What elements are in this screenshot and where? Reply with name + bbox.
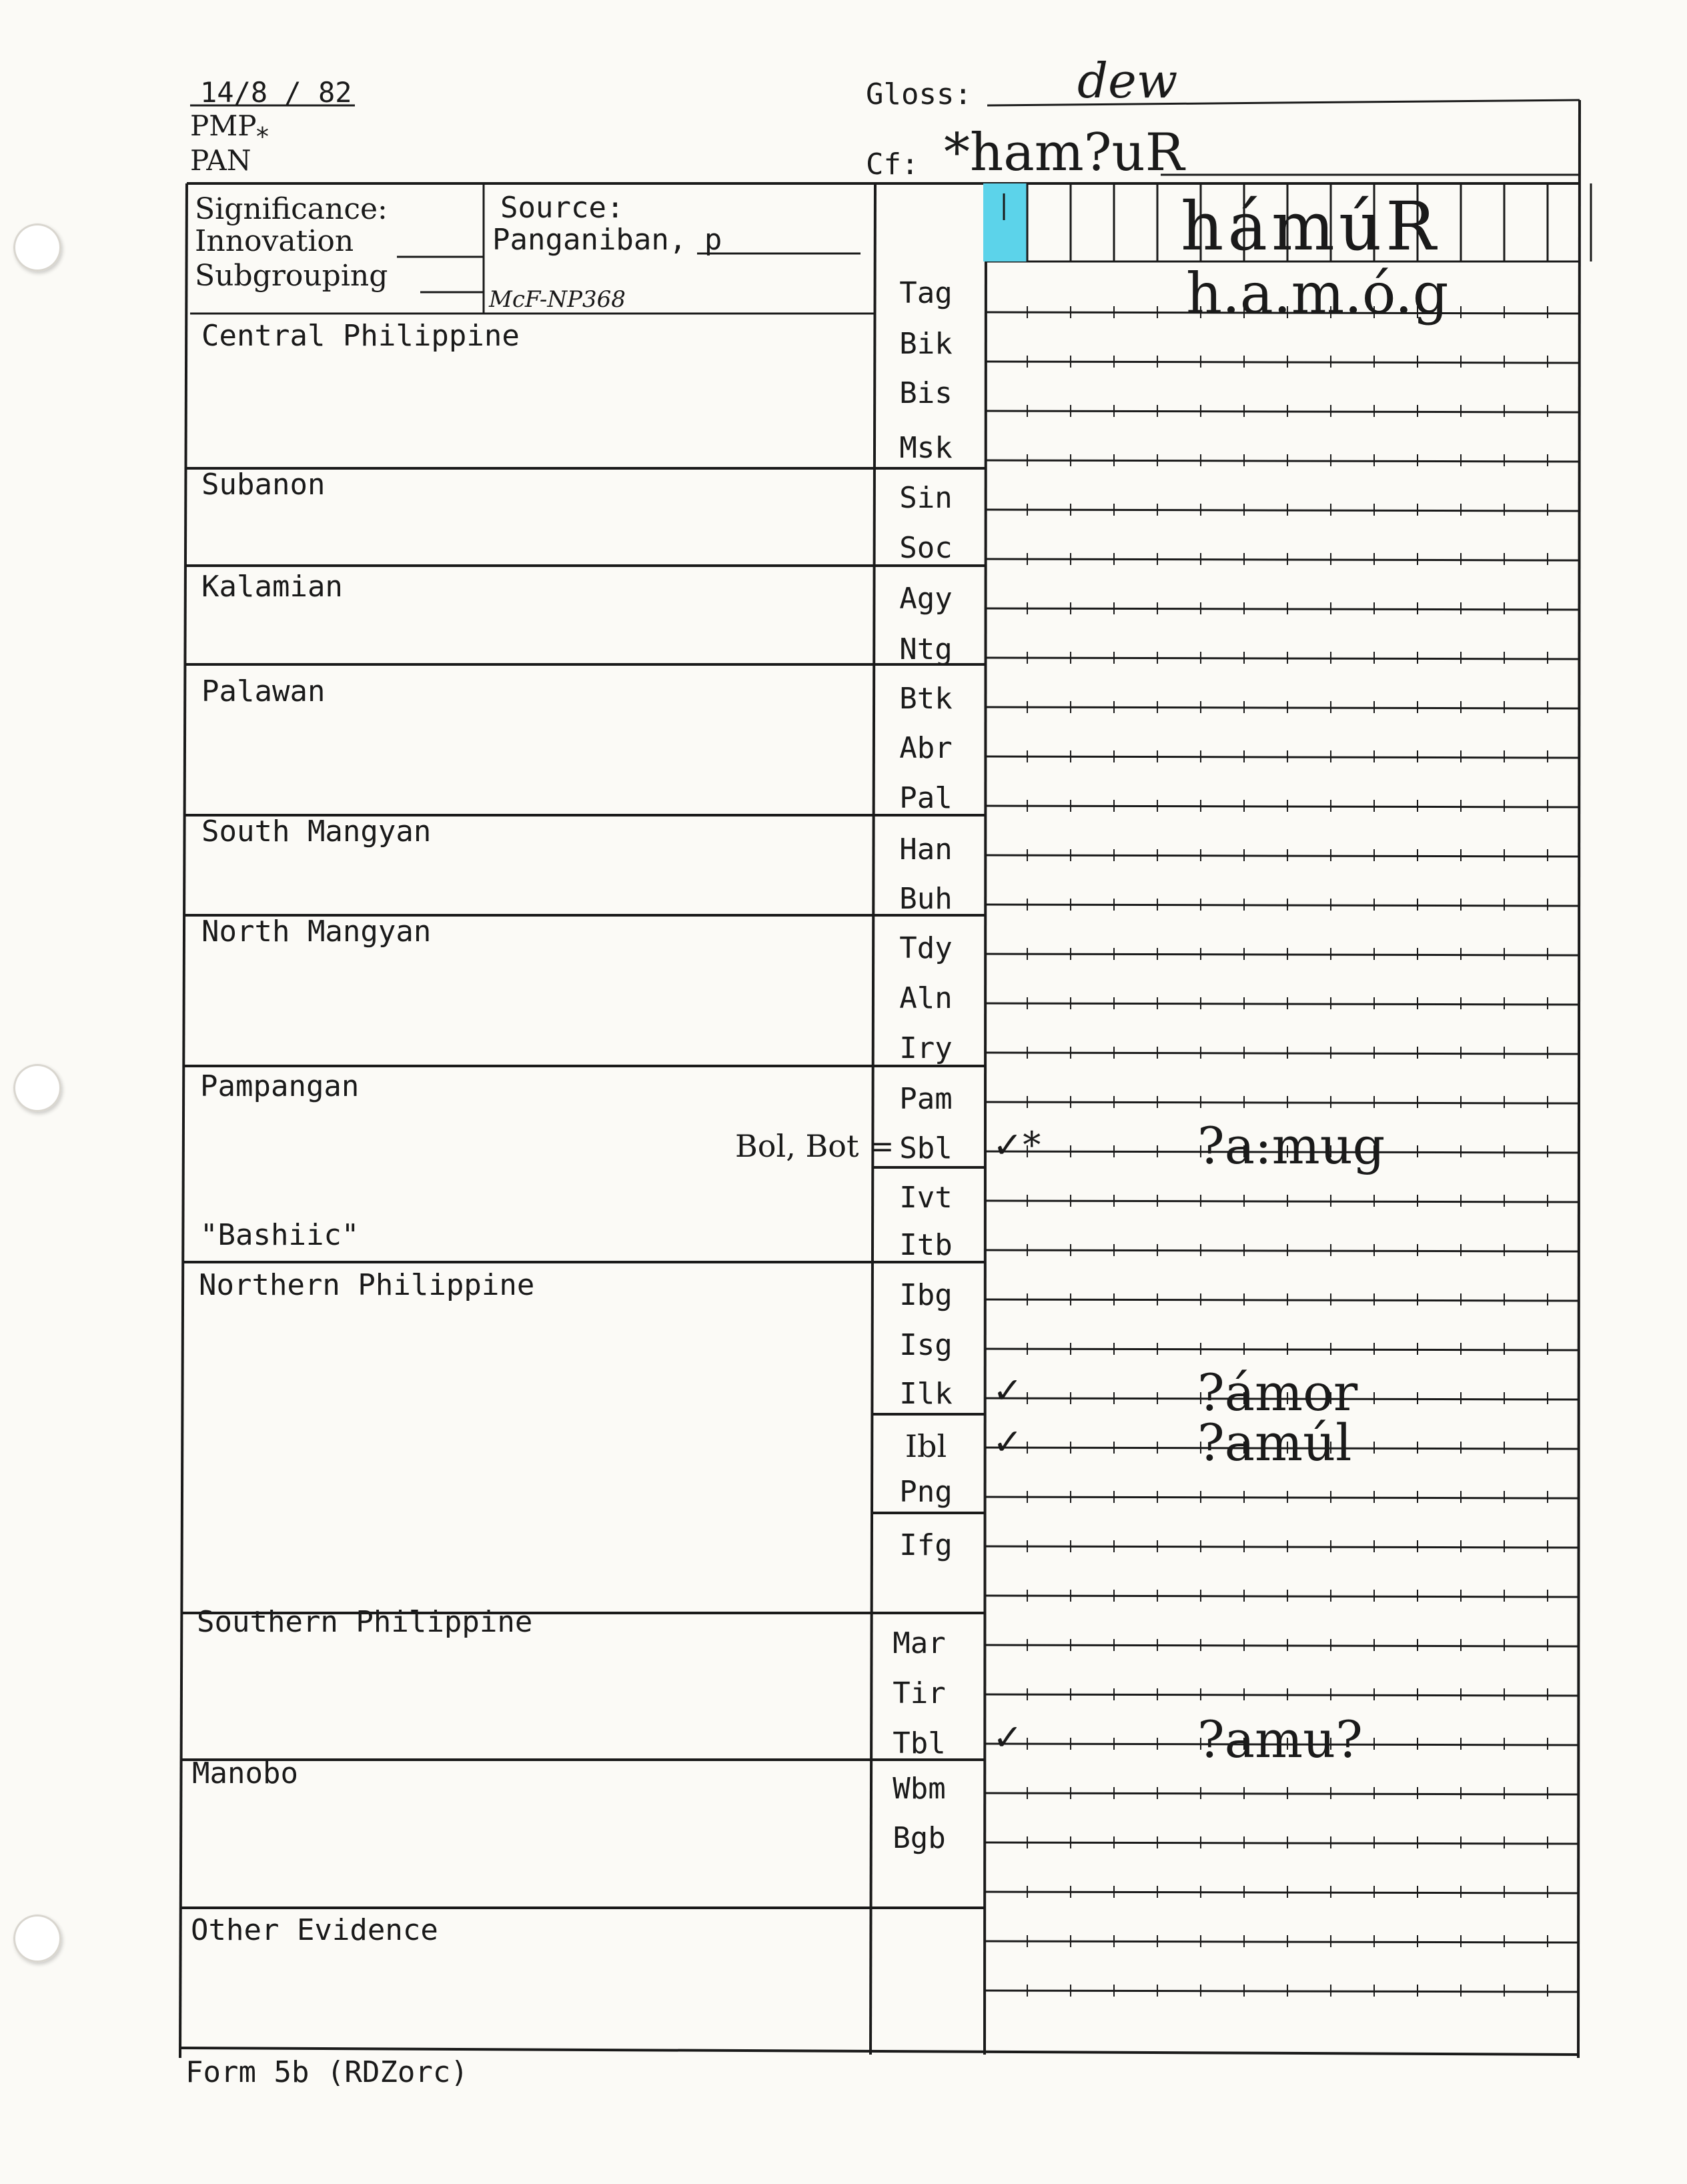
lang-bgb: Bgb — [893, 1821, 946, 1855]
innovation-label: Innovation — [195, 224, 354, 258]
lang-sbl: Sbl — [899, 1131, 953, 1165]
cf-value: *ham?uR — [944, 123, 1185, 183]
source-ref: McF-NP368 — [489, 286, 626, 313]
lang-bis: Bis — [899, 376, 953, 410]
lang-ifg: Ifg — [899, 1528, 953, 1562]
lang-iry: Iry — [899, 1031, 953, 1065]
lang-ibl: Ibl — [905, 1428, 947, 1464]
lang-aln: Aln — [899, 981, 953, 1015]
subgrouping-label: Subgrouping — [195, 259, 388, 293]
lang-agy: Agy — [899, 582, 953, 616]
pmp-label: PMP — [190, 109, 257, 142]
lang-tdy: Tdy — [899, 931, 953, 965]
lang-ntg: Ntg — [899, 632, 953, 666]
pmp-star: * — [255, 122, 270, 151]
entry-ilk: ?ámor — [1197, 1363, 1358, 1422]
lang-ivt: Ivt — [899, 1181, 953, 1215]
check-ilk: ✓ — [993, 1370, 1023, 1412]
group-palawan: Palawan — [201, 674, 326, 708]
group-bashiic: "Bashiic" — [200, 1218, 360, 1252]
lang-ilk: Ilk — [899, 1377, 953, 1411]
cf-label: Cf: — [866, 147, 919, 181]
group-south-mangyan: South Mangyan — [201, 814, 432, 849]
lang-png: Png — [899, 1475, 953, 1509]
entry-ibl: ?amúl — [1197, 1413, 1352, 1472]
lang-soc: Soc — [899, 531, 953, 565]
group-north-mangyan: North Mangyan — [201, 915, 432, 949]
gloss-label: Gloss: — [866, 77, 972, 111]
significance-label: Significance: — [195, 192, 388, 226]
date-stamp: 14/8 / 82 — [200, 76, 352, 109]
lang-pam: Pam — [899, 1082, 953, 1116]
group-northern-philippine: Northern Philippine — [199, 1268, 535, 1302]
lang-tir: Tir — [893, 1676, 946, 1710]
lang-tag: Tag — [899, 276, 953, 310]
group-subanon: Subanon — [201, 468, 326, 502]
group-kalamian: Kalamian — [201, 570, 343, 604]
group-pampangan: Pampangan — [200, 1069, 360, 1103]
check-ibl: ✓ — [993, 1421, 1023, 1463]
check-tbl: ✓ — [993, 1716, 1023, 1758]
lang-mar: Mar — [893, 1626, 946, 1660]
check-sbl: ✓* — [993, 1124, 1041, 1166]
lang-han: Han — [899, 833, 953, 867]
lang-msk: Msk — [899, 431, 953, 465]
lang-btk: Btk — [899, 682, 953, 716]
lang-wbm: Wbm — [893, 1772, 946, 1806]
lang-isg: Isg — [899, 1328, 953, 1362]
gloss-value: dew — [1077, 53, 1178, 109]
group-southern-philippine: Southern Philippine — [197, 1605, 533, 1639]
lang-tbl: Tbl — [893, 1726, 946, 1760]
lang-abr: Abr — [899, 731, 953, 765]
lang-itb: Itb — [899, 1228, 953, 1262]
form-footer: Form 5b (RDZorc) — [185, 2055, 468, 2089]
sbl-note: Bol, Bot = — [735, 1128, 895, 1164]
group-central-philippine: Central Philippine — [201, 319, 520, 353]
lang-pal: Pal — [899, 781, 953, 815]
lang-ibg: Ibg — [899, 1278, 953, 1312]
entry-sbl: ?a:mug — [1197, 1116, 1385, 1175]
lang-buh: Buh — [899, 882, 953, 916]
source-label: Source: — [500, 191, 624, 225]
group-manobo: Manobo — [192, 1756, 298, 1790]
group-other-evidence: Other Evidence — [191, 1913, 438, 1947]
pan-label: PAN — [190, 144, 251, 177]
lang-bik: Bik — [899, 327, 953, 361]
entry-tag: h.a.m.ó.g — [1186, 261, 1449, 326]
entry-tbl: ?amu? — [1197, 1710, 1363, 1769]
head-form: hámúR — [1181, 187, 1440, 265]
lang-sin: Sin — [899, 481, 953, 515]
source-value: Panganiban, p — [492, 223, 722, 257]
